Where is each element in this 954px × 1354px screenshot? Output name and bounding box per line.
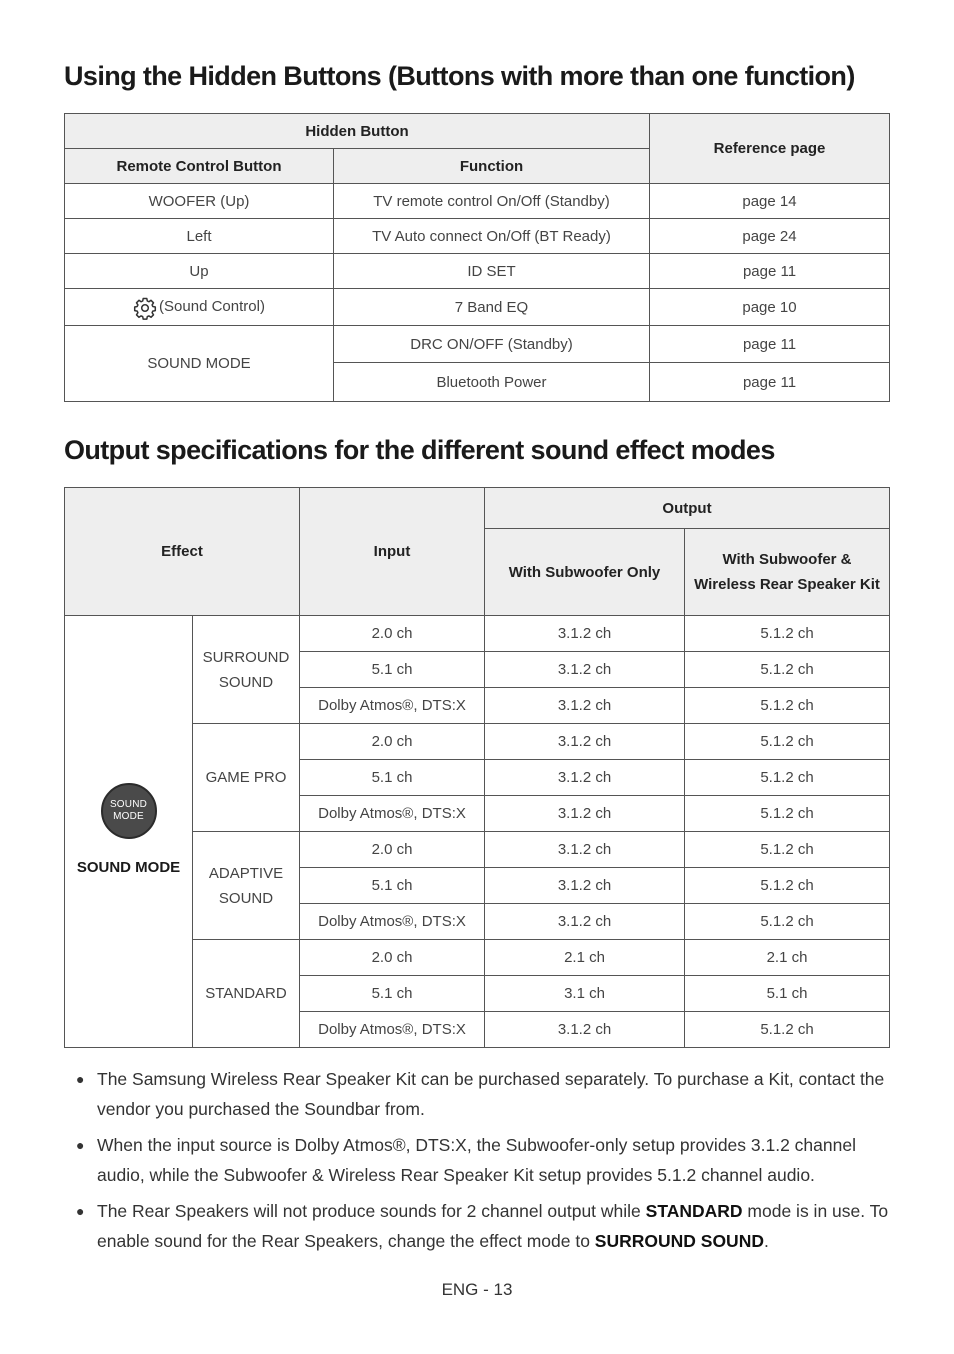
output-specs-table <box>64 487 890 1048</box>
hidden-buttons-table <box>64 113 890 402</box>
sub-only-cell: 3.1.2 ch <box>485 796 685 832</box>
sub-rear-cell: 5.1.2 ch <box>685 652 890 688</box>
mode-name-cell: SURROUND SOUND <box>193 616 300 724</box>
remote-button-cell: Left <box>65 219 334 254</box>
function-cell: TV remote control On/Off (Standby) <box>334 184 650 219</box>
remote-button-cell: WOOFER (Up) <box>65 184 334 219</box>
mode-name-cell: ADAPTIVE SOUND <box>193 832 300 940</box>
reference-page-cell: page 24 <box>650 219 890 254</box>
remote-button-cell: SOUND MODE <box>65 326 334 402</box>
reference-page-cell: page 11 <box>650 254 890 289</box>
notes-list <box>64 1064 889 1256</box>
header-output: Output <box>485 488 890 529</box>
sub-only-cell: 3.1.2 ch <box>485 868 685 904</box>
sub-rear-cell: 5.1.2 ch <box>685 904 890 940</box>
gear-icon <box>133 296 157 320</box>
reference-page-cell: page 11 <box>650 363 890 402</box>
page-content <box>64 58 889 1262</box>
input-cell: Dolby Atmos®, DTS:X <box>300 904 485 940</box>
bullet-icon: ● <box>76 1071 85 1087</box>
input-cell: 5.1 ch <box>300 760 485 796</box>
remote-button-cell: Up <box>65 254 334 289</box>
function-cell: Bluetooth Power <box>334 363 650 402</box>
sub-only-cell: 3.1.2 ch <box>485 652 685 688</box>
input-cell: 2.0 ch <box>300 724 485 760</box>
header-reference-page: Reference page <box>650 114 890 184</box>
header-effect: Effect <box>65 488 300 616</box>
function-cell: 7 Band EQ <box>334 289 650 326</box>
sub-only-cell: 3.1.2 ch <box>485 760 685 796</box>
sub-rear-cell: 5.1.2 ch <box>685 796 890 832</box>
section-title-output-specs: Output specifications for the different sound effect modes <box>64 435 775 465</box>
mode-name-cell: GAME PRO <box>193 724 300 832</box>
sub-only-cell: 3.1.2 ch <box>485 724 685 760</box>
input-cell: Dolby Atmos®, DTS:X <box>300 688 485 724</box>
sub-rear-cell: 5.1.2 ch <box>685 868 890 904</box>
bullet-icon: ● <box>76 1203 85 1219</box>
input-cell: 5.1 ch <box>300 976 485 1012</box>
input-cell: Dolby Atmos®, DTS:X <box>300 796 485 832</box>
table-row <box>65 326 890 363</box>
sub-only-cell: 3.1.2 ch <box>485 832 685 868</box>
sub-rear-cell: 2.1 ch <box>685 940 890 976</box>
header-input: Input <box>300 488 485 616</box>
surround-sound-bold: SURROUND SOUND <box>594 1231 764 1251</box>
header-function: Function <box>334 149 650 184</box>
header-with-subwoofer-rear-kit: With Subwoofer & Wireless Rear Speaker Kit <box>685 529 890 616</box>
input-cell: 2.0 ch <box>300 940 485 976</box>
sub-only-cell: 2.1 ch <box>485 940 685 976</box>
note-item: ● When the input source is Dolby Atmos®, DTS:X, the Subwoofer-only setup provides 3.1.2 channel audio, while the Subwoofer & Wireless Rear Speaker Kit setup provides 5.1.2 channel audio. <box>64 1130 889 1190</box>
reference-page-cell: page 14 <box>650 184 890 219</box>
input-cell: Dolby Atmos®, DTS:X <box>300 1012 485 1048</box>
reference-page-cell: page 10 <box>650 289 890 326</box>
mode-name-cell: STANDARD <box>193 940 300 1048</box>
sub-rear-cell: 5.1.2 ch <box>685 832 890 868</box>
reference-page-cell: page 11 <box>650 326 890 363</box>
note-item: ● The Samsung Wireless Rear Speaker Kit can be purchased separately. To purchase a Kit, contact the vendor you purchased the Soundbar from. <box>64 1064 889 1124</box>
function-cell: TV Auto connect On/Off (BT Ready) <box>334 219 650 254</box>
sound-mode-label: SOUND MODE <box>76 859 181 876</box>
remote-button-cell <box>65 289 334 326</box>
sub-rear-cell: 5.1.2 ch <box>685 1012 890 1048</box>
table-row <box>65 254 890 289</box>
function-cell: DRC ON/OFF (Standby) <box>334 326 650 363</box>
remote-button-label: (Sound Control) <box>159 298 265 316</box>
sub-only-cell: 3.1.2 ch <box>485 616 685 652</box>
header-with-subwoofer-only: With Subwoofer Only <box>485 529 685 616</box>
table-row <box>65 616 890 652</box>
sub-rear-cell: 5.1 ch <box>685 976 890 1012</box>
table-row <box>65 289 890 326</box>
sub-rear-cell: 5.1.2 ch <box>685 688 890 724</box>
input-cell: 5.1 ch <box>300 652 485 688</box>
sub-only-cell: 3.1.2 ch <box>485 688 685 724</box>
sub-rear-cell: 5.1.2 ch <box>685 616 890 652</box>
input-cell: 5.1 ch <box>300 868 485 904</box>
table-row <box>65 184 890 219</box>
bullet-icon: ● <box>76 1137 85 1153</box>
input-cell: 2.0 ch <box>300 616 485 652</box>
sub-only-cell: 3.1 ch <box>485 976 685 1012</box>
sound-mode-button-icon: SOUND MODE <box>101 783 157 839</box>
table-row <box>65 219 890 254</box>
sub-rear-cell: 5.1.2 ch <box>685 724 890 760</box>
standard-mode-bold: STANDARD <box>645 1201 743 1221</box>
sub-only-cell: 3.1.2 ch <box>485 1012 685 1048</box>
sound-mode-effect-cell <box>65 616 193 1048</box>
note-item: ● The Rear Speakers will not produce sounds for 2 channel output while STANDARD mode is in use. To enable sound for the Rear Speakers, change the effect mode to SURROUND SOUND. <box>64 1196 889 1256</box>
header-hidden-button: Hidden Button <box>65 114 650 149</box>
input-cell: 2.0 ch <box>300 832 485 868</box>
function-cell: ID SET <box>334 254 650 289</box>
section-title-hidden-buttons: Using the Hidden Buttons (Buttons with more than one function) <box>64 61 855 91</box>
header-remote-control-button: Remote Control Button <box>65 149 334 184</box>
sub-only-cell: 3.1.2 ch <box>485 904 685 940</box>
sub-rear-cell: 5.1.2 ch <box>685 760 890 796</box>
page-number: ENG - 13 <box>441 1280 513 1299</box>
